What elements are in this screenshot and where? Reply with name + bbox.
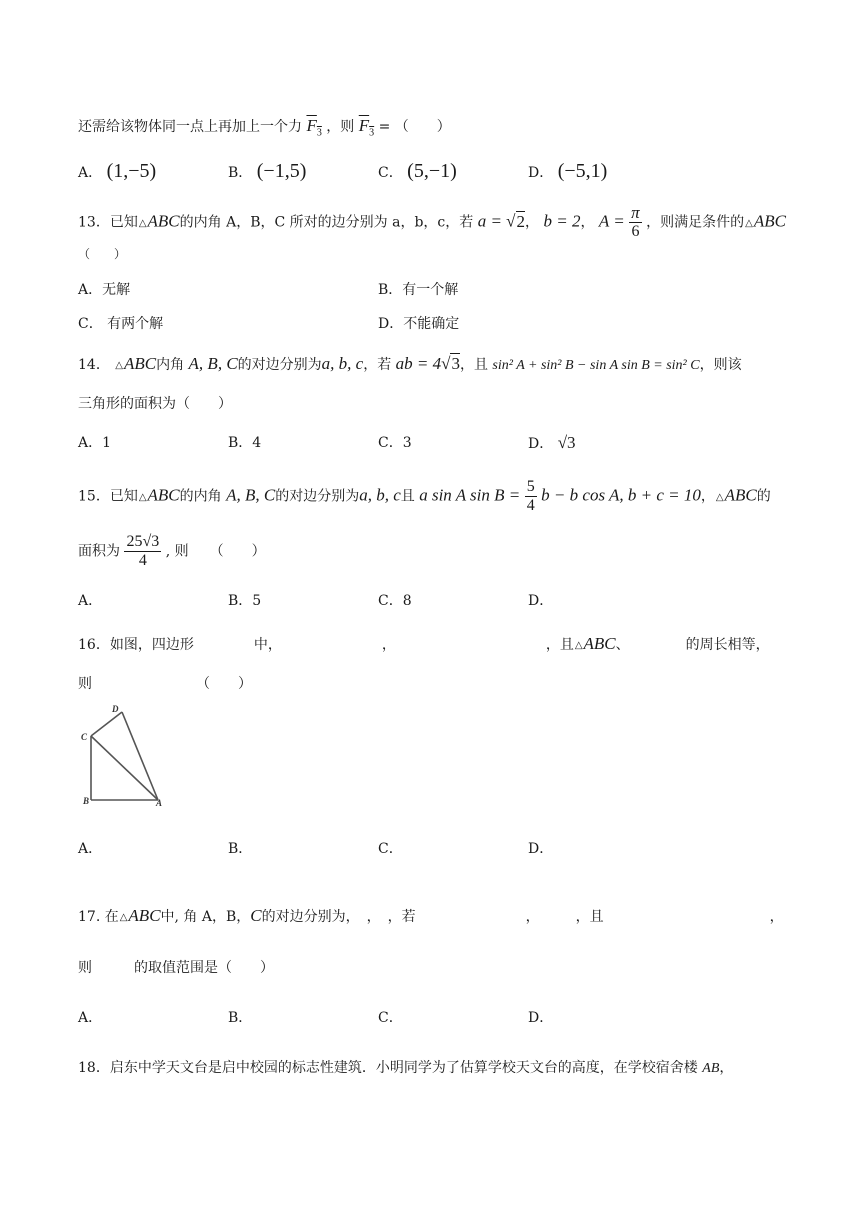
q15-option-c[interactable]: C．8 (378, 593, 412, 609)
q14-option-d[interactable]: D． √3 (528, 433, 576, 452)
quadrilateral-figure (76, 700, 176, 808)
q15-option-a[interactable]: A． (78, 593, 103, 609)
q15-line2: 面积为 $\frac{25√3}{4}$ , 则 （ ） (78, 533, 266, 569)
q14-line1: 14． △ABC内角 A, B, C的对边分别为a, b, c，若 ab = 4√3，且 sin² A + sin² B − sin A sin B = sin² C，则该 (78, 354, 742, 373)
q13-line1: 13．已知△ABC的内角 A，B，C 所对的边分别为 a，b，c，若 a = √2， b = 2， A = $\frac{\pi}{6}$ ，则满足条件的△ABC (78, 203, 786, 240)
option-d[interactable]: D． (−5,1) (528, 160, 608, 182)
vector-f3-2: $F_3$ (358, 116, 375, 139)
q13-paren: （ ） (78, 247, 127, 261)
q16-option-c[interactable]: C． (378, 841, 403, 857)
q13-option-d[interactable]: D．不能确定 (378, 316, 460, 332)
segment-ca (91, 736, 158, 800)
q15-option-d[interactable]: D． (528, 593, 554, 609)
q15-line1: 15．已知△ABC的内角 A, B, C的对边分别为a, b, c且 a sin A sin B = $\frac{5}{4}$ b − b cos A, b + c = 10，△ABC的 (78, 478, 771, 514)
q13-option-a[interactable]: A．无解 (78, 282, 131, 298)
q14-option-a[interactable]: A．1 (78, 435, 112, 451)
option-a[interactable]: A． (1,−5) (78, 160, 157, 182)
q17-option-b[interactable]: B． (228, 1010, 253, 1026)
label-b: B (83, 796, 90, 806)
option-c[interactable]: C． (5,−1) (378, 160, 457, 182)
q16-option-b[interactable]: B． (228, 841, 253, 857)
q17-line2: 则 的取值范围是（ ） (78, 960, 274, 976)
label-d: D (112, 704, 119, 714)
q18-line1: 18．启东中学天文台是启中校园的标志性建筑．小明同学为了估算学校天文台的高度，在学校宿舍楼 AB， (78, 1060, 734, 1076)
q14-option-b[interactable]: B．4 (228, 435, 262, 451)
q17-option-c[interactable]: C． (378, 1010, 403, 1026)
intro-line: 还需给该物体同一点上再加上一个力 $F_3$ ，则 $F_3$ = （ ） (78, 116, 451, 139)
q16-option-d[interactable]: D． (528, 841, 554, 857)
q17-option-a[interactable]: A． (78, 1010, 103, 1026)
pi-over-6: $\frac{\pi}{6}$ (631, 203, 640, 240)
segment-da (122, 712, 158, 800)
q16-line1: 16．如图，四边形 中， ， ，且△ABC、 的周长相等， (78, 634, 770, 653)
label-c: C (81, 732, 88, 742)
q13-option-b[interactable]: B．有一个解 (378, 282, 459, 298)
q15-option-b[interactable]: B．5 (228, 593, 262, 609)
q16-option-a[interactable]: A． (78, 841, 103, 857)
q16-line2: 则 （ ） (78, 676, 252, 692)
q13-option-c[interactable]: C． 有两个解 (78, 316, 164, 332)
q17-line1: 17. 在△ABC中, 角 A，B，C的对边分别为， ， ，若 ， ，且 ， (78, 906, 784, 925)
frac-5-4: $\frac{5}{4}$ (526, 478, 535, 514)
vector-f3: $F_3$ (306, 116, 322, 139)
label-a: A (156, 798, 163, 808)
area-fraction: $\frac{25√3}{4}$ (126, 533, 160, 569)
intro-text: 还需给该物体同一点上再加上一个力 (78, 119, 302, 135)
segment-cd (91, 712, 122, 736)
q14-line2: 三角形的面积为（ ） (78, 396, 232, 412)
q17-option-d[interactable]: D． (528, 1010, 554, 1026)
q14-option-c[interactable]: C．3 (378, 435, 412, 451)
option-b[interactable]: B． (−1,5) (228, 160, 307, 182)
